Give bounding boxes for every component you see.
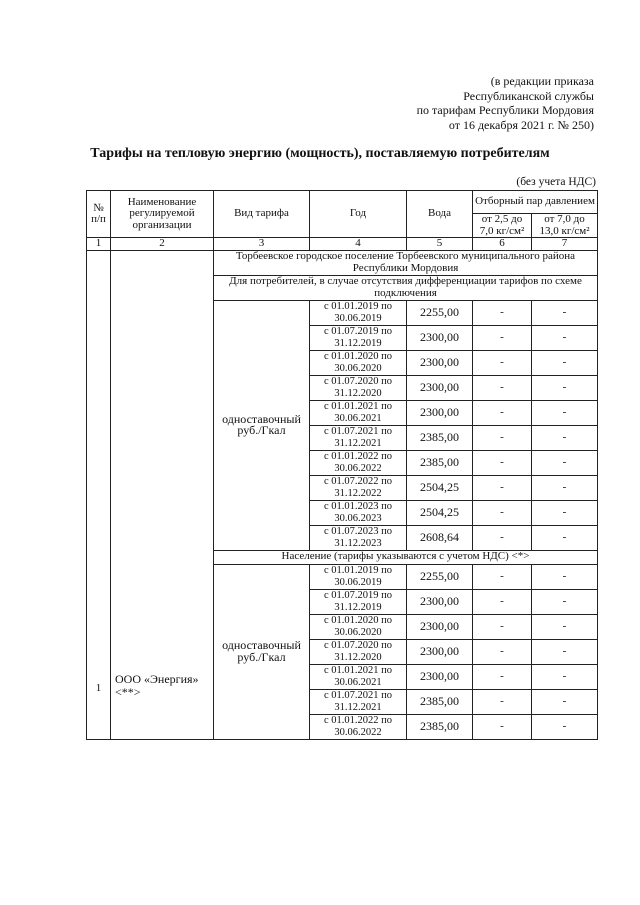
vat-note: (без учета НДС) bbox=[516, 176, 596, 188]
col-header-year: Год bbox=[310, 191, 407, 238]
tariff-table-body bbox=[87, 191, 598, 740]
steam-high-cell: - bbox=[532, 564, 598, 589]
settlement-row bbox=[87, 250, 598, 275]
col-number: 5 bbox=[407, 238, 473, 251]
period-cell: с 01.01.2020 по 30.06.2020 bbox=[310, 350, 407, 375]
period-cell: с 01.01.2021 по 30.06.2021 bbox=[310, 400, 407, 425]
amendment-note bbox=[417, 74, 594, 132]
steam-high-cell: - bbox=[532, 714, 598, 739]
steam-high-cell: - bbox=[532, 300, 598, 325]
steam-low-cell: - bbox=[473, 300, 532, 325]
steam-low-cell: - bbox=[473, 589, 532, 614]
steam-high-cell: - bbox=[532, 400, 598, 425]
section-2-title: Население (тарифы указываются с учетом НДС) <*> bbox=[214, 550, 598, 564]
period-cell: с 01.01.2021 по 30.06.2021 bbox=[310, 664, 407, 689]
col-header-steam-high: от 7,0 до 13,0 кг/см² bbox=[532, 214, 598, 238]
amendment-line-4: от 16 декабря 2021 г. № 250) bbox=[448, 117, 594, 132]
steam-high-cell: - bbox=[532, 500, 598, 525]
steam-low-cell: - bbox=[473, 450, 532, 475]
steam-low-cell: - bbox=[473, 475, 532, 500]
amendment-line-2: Республиканской службы bbox=[463, 88, 594, 103]
water-tariff-cell: 2608,64 bbox=[407, 525, 473, 550]
steam-high-cell: - bbox=[532, 664, 598, 689]
steam-high-cell: - bbox=[532, 350, 598, 375]
water-tariff-cell: 2385,00 bbox=[407, 425, 473, 450]
col-header-num: № п/п bbox=[87, 191, 111, 238]
organization-name bbox=[111, 250, 214, 739]
amendment-line-1: (в редакции приказа bbox=[490, 74, 594, 88]
steam-low-cell: - bbox=[473, 350, 532, 375]
water-tariff-cell: 2504,25 bbox=[407, 475, 473, 500]
steam-low-cell: - bbox=[473, 714, 532, 739]
steam-low-cell: - bbox=[473, 375, 532, 400]
period-cell: с 01.07.2020 по 31.12.2020 bbox=[310, 639, 407, 664]
water-tariff-cell: 2255,00 bbox=[407, 564, 473, 589]
col-number: 2 bbox=[111, 238, 214, 251]
steam-low-cell: - bbox=[473, 689, 532, 714]
water-tariff-cell: 2385,00 bbox=[407, 450, 473, 475]
water-tariff-cell: 2385,00 bbox=[407, 714, 473, 739]
period-cell: с 01.01.2020 по 30.06.2020 bbox=[310, 614, 407, 639]
steam-low-cell: - bbox=[473, 500, 532, 525]
steam-high-cell: - bbox=[532, 325, 598, 350]
steam-high-cell: - bbox=[532, 589, 598, 614]
period-cell: с 01.01.2022 по 30.06.2022 bbox=[310, 450, 407, 475]
steam-low-cell: - bbox=[473, 664, 532, 689]
col-header-org: Наименование регулируемой организации bbox=[111, 191, 214, 238]
document-title: Тарифы на тепловую энергию (мощность), поставляемую потребителям bbox=[90, 146, 550, 161]
tariff-type-label: одноставочный руб./Гкал bbox=[214, 300, 310, 550]
amendment-line-3: по тарифам Республики Мордовия bbox=[416, 103, 594, 117]
period-cell: с 01.07.2021 по 31.12.2021 bbox=[310, 689, 407, 714]
period-cell: с 01.07.2023 по 31.12.2023 bbox=[310, 525, 407, 550]
row-number: 1 bbox=[87, 250, 111, 739]
period-cell: с 01.01.2019 по 30.06.2019 bbox=[310, 300, 407, 325]
steam-high-cell: - bbox=[532, 475, 598, 500]
water-tariff-cell: 2504,25 bbox=[407, 500, 473, 525]
steam-high-cell: - bbox=[532, 639, 598, 664]
period-cell: с 01.07.2019 по 31.12.2019 bbox=[310, 589, 407, 614]
col-header-tariff-type: Вид тарифа bbox=[214, 191, 310, 238]
steam-low-cell: - bbox=[473, 639, 532, 664]
steam-high-cell: - bbox=[532, 689, 598, 714]
steam-high-cell: - bbox=[532, 375, 598, 400]
steam-high-cell: - bbox=[532, 425, 598, 450]
steam-high-cell: - bbox=[532, 525, 598, 550]
steam-low-cell: - bbox=[473, 614, 532, 639]
steam-low-cell: - bbox=[473, 325, 532, 350]
steam-low-cell: - bbox=[473, 564, 532, 589]
period-cell: с 01.07.2021 по 31.12.2021 bbox=[310, 425, 407, 450]
steam-low-cell: - bbox=[473, 525, 532, 550]
water-tariff-cell: 2300,00 bbox=[407, 664, 473, 689]
water-tariff-cell: 2300,00 bbox=[407, 325, 473, 350]
steam-low-cell: - bbox=[473, 400, 532, 425]
steam-low-cell: - bbox=[473, 425, 532, 450]
steam-high-cell: - bbox=[532, 614, 598, 639]
steam-high-cell: - bbox=[532, 450, 598, 475]
period-cell: с 01.07.2019 по 31.12.2019 bbox=[310, 325, 407, 350]
settlement-name: Торбеевское городское поселение Торбеевского муниципального района Республики Мордовия bbox=[214, 250, 598, 275]
water-tariff-cell: 2300,00 bbox=[407, 639, 473, 664]
col-number: 3 bbox=[214, 238, 310, 251]
period-cell: с 01.07.2020 по 31.12.2020 bbox=[310, 375, 407, 400]
col-number: 1 bbox=[87, 238, 111, 251]
section-1-title: Для потребителей, в случае отсутствия дифференциации тарифов по схеме подключения bbox=[214, 275, 598, 300]
col-header-steam: Отборный пар давлением bbox=[473, 191, 598, 214]
water-tariff-cell: 2385,00 bbox=[407, 689, 473, 714]
water-tariff-cell: 2300,00 bbox=[407, 589, 473, 614]
column-number-row bbox=[87, 238, 598, 251]
col-number: 7 bbox=[532, 238, 598, 251]
water-tariff-cell: 2300,00 bbox=[407, 375, 473, 400]
period-cell: с 01.07.2022 по 31.12.2022 bbox=[310, 475, 407, 500]
water-tariff-cell: 2300,00 bbox=[407, 614, 473, 639]
period-cell: с 01.01.2023 по 30.06.2023 bbox=[310, 500, 407, 525]
tariff-table bbox=[86, 190, 598, 740]
organization-name-text: ООО «Энергия» <**> bbox=[115, 671, 199, 699]
col-header-water: Вода bbox=[407, 191, 473, 238]
water-tariff-cell: 2300,00 bbox=[407, 350, 473, 375]
water-tariff-cell: 2300,00 bbox=[407, 400, 473, 425]
water-tariff-cell: 2255,00 bbox=[407, 300, 473, 325]
col-number: 4 bbox=[310, 238, 407, 251]
col-number: 6 bbox=[473, 238, 532, 251]
period-cell: с 01.01.2022 по 30.06.2022 bbox=[310, 714, 407, 739]
tariff-type-label: одноставочный руб./Гкал bbox=[214, 564, 310, 739]
col-header-steam-low: от 2,5 до 7,0 кг/см² bbox=[473, 214, 532, 238]
period-cell: с 01.01.2019 по 30.06.2019 bbox=[310, 564, 407, 589]
